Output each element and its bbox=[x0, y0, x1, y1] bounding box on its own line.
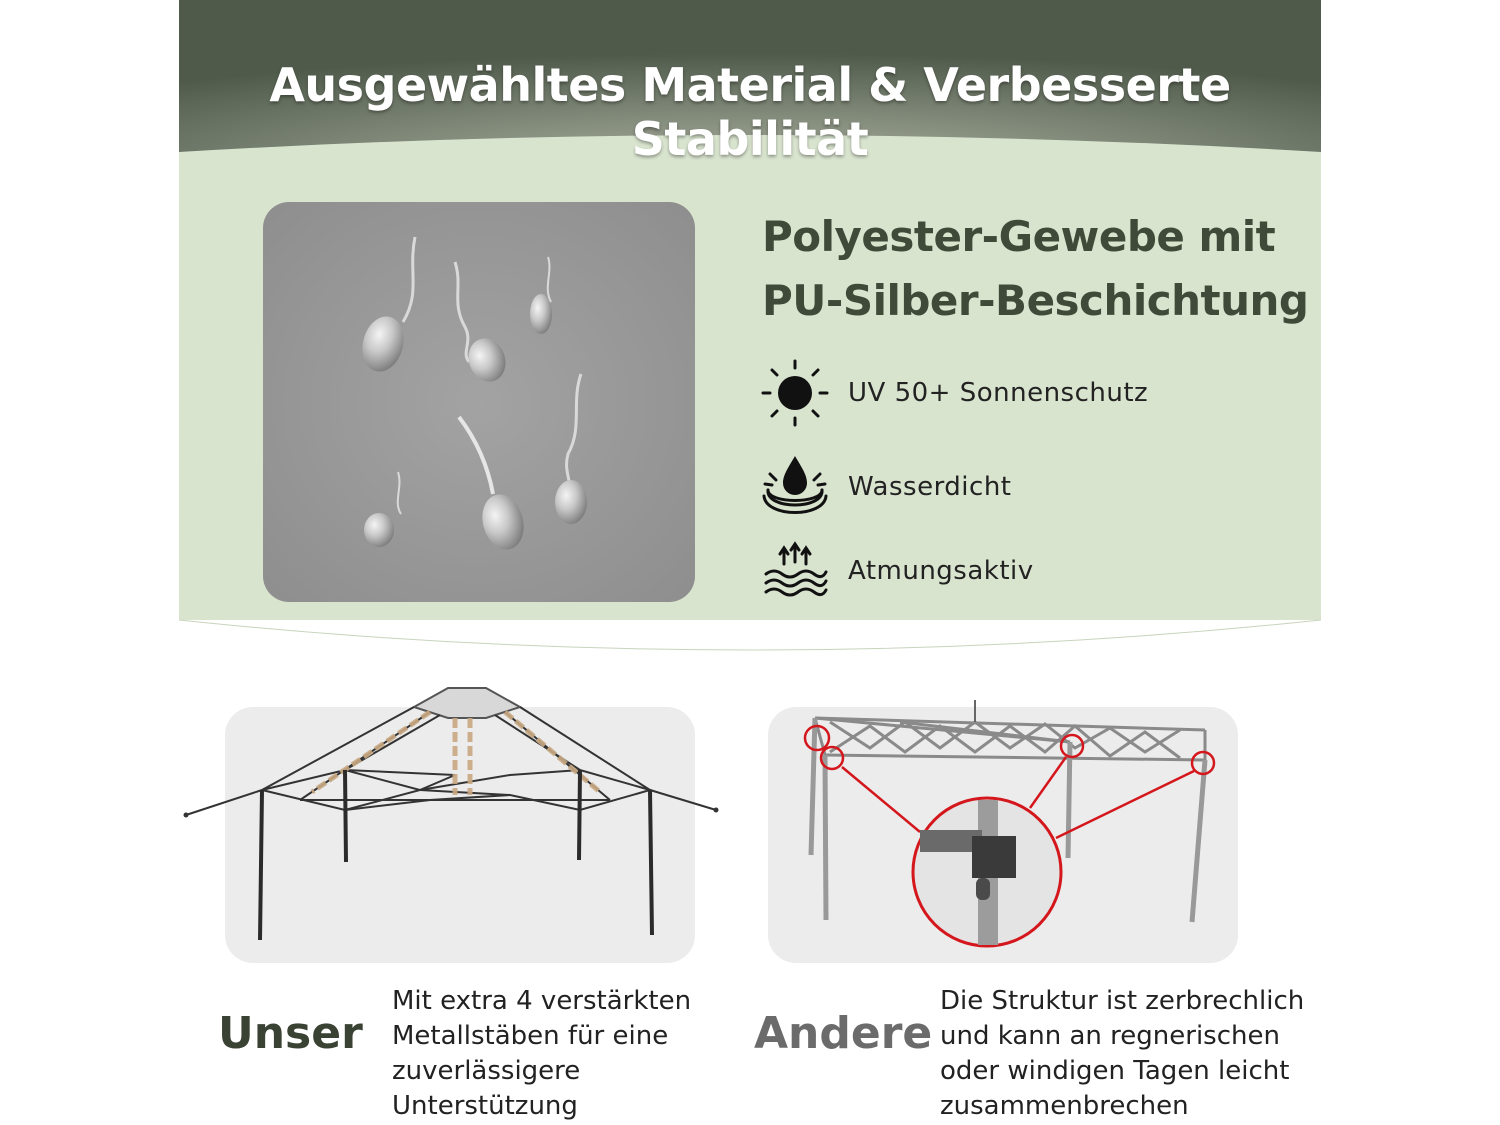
page-title: Ausgewähltes Material & Verbesserte Stabilität bbox=[269, 58, 1231, 166]
our-frame-card bbox=[225, 707, 695, 963]
fabric-water-droplets-image bbox=[263, 202, 695, 602]
water-drop-icon bbox=[760, 452, 830, 522]
ours-tag: Unser bbox=[218, 1008, 363, 1059]
headline-line-1: Polyester-Gewebe mit bbox=[762, 212, 1276, 261]
ours-description bbox=[392, 984, 691, 1124]
desc-line: oder windigen Tagen leicht bbox=[940, 1056, 1290, 1086]
desc-line: zusammenbrechen bbox=[940, 1091, 1189, 1121]
desc-line: Metallstäben für eine bbox=[392, 1021, 669, 1051]
feature-uv bbox=[760, 358, 1148, 428]
headline-line-2: PU-Silber-Beschichtung bbox=[762, 276, 1309, 325]
desc-line: Die Struktur ist zerbrechlich bbox=[940, 986, 1305, 1016]
feature-label: Atmungsaktiv bbox=[848, 556, 1034, 586]
others-tag: Andere bbox=[754, 1008, 933, 1059]
sun-icon bbox=[760, 358, 830, 428]
feature-waterproof bbox=[760, 452, 1012, 522]
desc-line: zuverlässigere bbox=[392, 1056, 581, 1086]
feature-breathable bbox=[760, 536, 1034, 606]
desc-line: Unterstützung bbox=[392, 1091, 578, 1121]
material-headline bbox=[762, 205, 1322, 333]
feature-label: UV 50+ Sonnenschutz bbox=[848, 378, 1149, 408]
feature-label: Wasserdicht bbox=[848, 472, 1012, 502]
breathable-icon bbox=[760, 536, 830, 606]
desc-line: und kann an regnerischen bbox=[940, 1021, 1280, 1051]
desc-line: Mit extra 4 verstärkten bbox=[392, 986, 692, 1016]
other-frame-card bbox=[768, 707, 1238, 963]
others-description bbox=[940, 984, 1304, 1124]
